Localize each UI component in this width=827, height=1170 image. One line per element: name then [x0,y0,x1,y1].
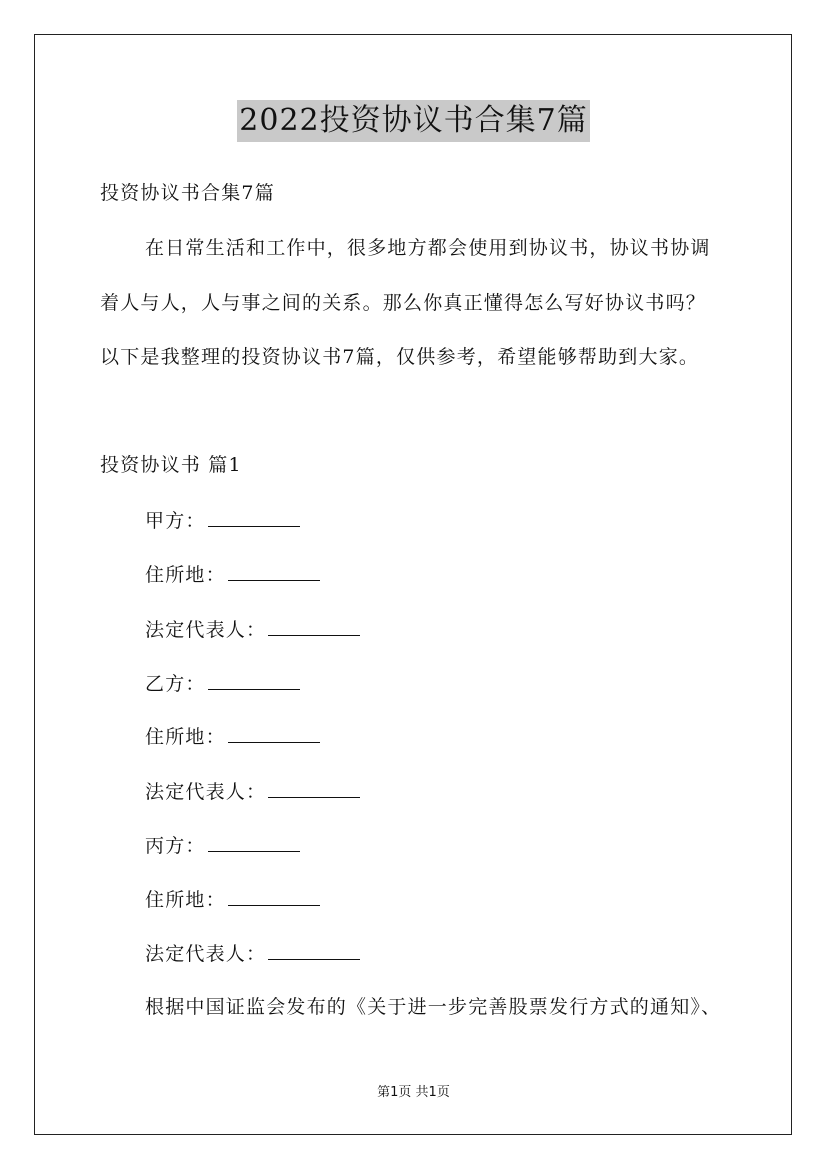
page-footer: 第1页 共1页 [377,1085,450,1100]
party-c-line [145,833,300,858]
party-b-rep-line [145,779,360,804]
party-a-label: 甲方： [145,510,206,532]
intro-line-1: 在日常生活和工作中，很多地方都会使用到协议书，协议书协调 [145,237,711,259]
section-heading: 投资协议书 篇1 [100,454,242,476]
party-b-address-line [145,724,320,749]
party-c-rep-blank [268,941,360,960]
party-a-rep-blank [268,617,360,636]
party-c-address-label: 住所地： [145,889,226,911]
party-b-rep-blank [268,779,360,798]
party-b-address-label: 住所地： [145,726,226,748]
party-a-rep-line [145,617,360,642]
party-a-line [145,508,300,533]
intro-line-3: 以下是我整理的投资协议书7篇，仅供参考，希望能够帮助到大家。 [100,346,700,368]
party-c-rep-label: 法定代表人： [145,943,267,965]
party-b-label: 乙方： [145,673,206,695]
party-a-address-line [145,562,320,587]
body-paragraph-start: 根据中国证监会发布的《关于进一步完善股票发行方式的通知》、 [145,996,722,1018]
party-a-rep-label: 法定代表人： [145,619,267,641]
party-b-rep-label: 法定代表人： [145,781,267,803]
party-a-blank [208,508,300,527]
document-subtitle: 投资协议书合集7篇 [100,182,275,204]
document-title: 2022投资协议书合集7篇 [237,100,589,142]
party-c-address-line [145,887,320,912]
intro-line-2: 着人与人，人与事之间的关系。那么你真正懂得怎么写好协议书吗？ [100,292,707,314]
party-b-line [145,671,300,696]
party-b-address-blank [228,724,320,743]
party-c-label: 丙方： [145,835,206,857]
party-c-address-blank [228,887,320,906]
party-c-blank [208,833,300,852]
party-c-rep-line [145,941,360,966]
party-a-address-blank [228,562,320,581]
title-container [0,100,827,142]
party-a-address-label: 住所地： [145,564,226,586]
party-b-blank [208,671,300,690]
